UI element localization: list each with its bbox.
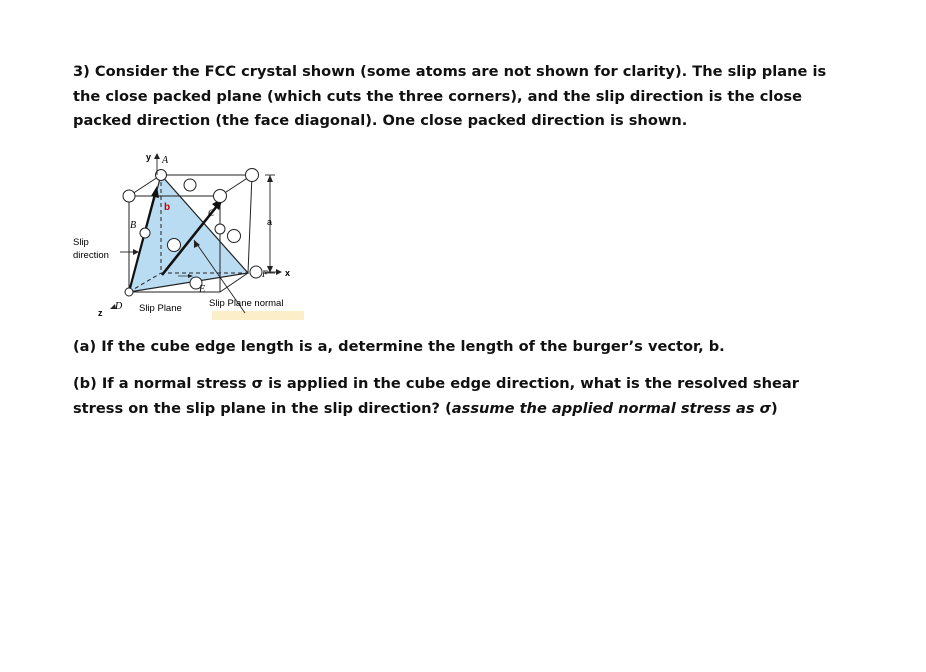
edge-a-label: a — [267, 217, 273, 227]
slip-plane-normal-label: Slip Plane normal — [209, 298, 284, 309]
point-E: E — [199, 284, 206, 295]
burgers-b-label: b — [164, 202, 171, 213]
point-F: F — [262, 269, 268, 279]
slip-direction-label-2: direction — [73, 250, 109, 261]
slip-direction-label-1: Slip — [73, 237, 89, 248]
point-D: D — [115, 301, 123, 312]
axis-x-label: x — [285, 268, 291, 278]
axis-y-label: y — [146, 152, 152, 162]
question-part-b — [73, 372, 853, 421]
slip-plane-label: Slip Plane — [139, 303, 182, 314]
fcc-crystal-figure — [70, 148, 310, 323]
label-highlight — [212, 311, 304, 320]
point-B: B — [130, 220, 137, 231]
axis-z-label: z — [98, 308, 103, 318]
point-A: A — [162, 155, 169, 166]
question-intro: 3) Consider the FCC crystal shown (some atoms are not shown for clarity). The slip plane is the close packed plane (which cuts the three corners), and the slip direction is the close packed direction (the face diagonal). One close packed direction is shown. — [73, 63, 827, 129]
part-b-main-text: (b) If a normal stress σ is applied in the cube edge direction, what is the resolved shear stress on the slip plane in the slip direction? ( — [73, 375, 799, 417]
part-b-close-text: ) — [771, 399, 778, 417]
question-part-a: (a) If the cube edge length is a, determine the length of the burger’s vector, b. — [73, 338, 725, 355]
point-C: C — [208, 208, 215, 218]
part-b-italic-text: assume the applied normal stress as σ — [451, 399, 772, 417]
